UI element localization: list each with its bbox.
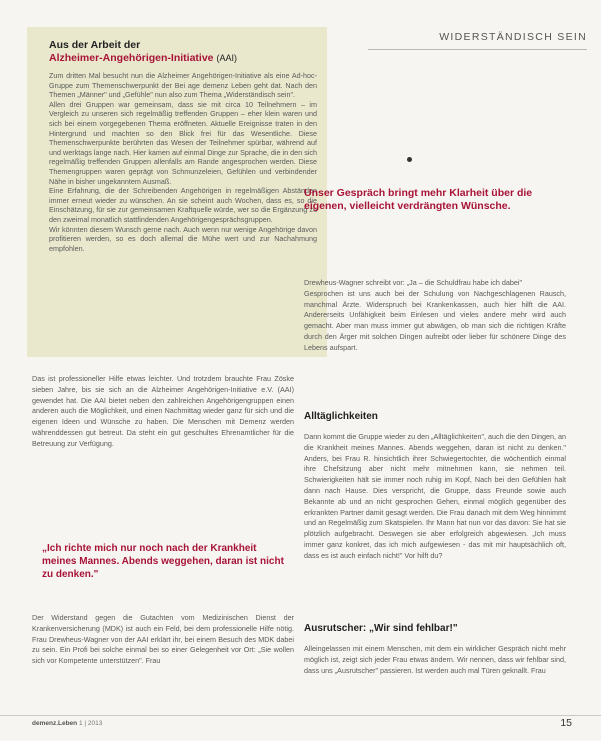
infobox-paragraph: Eine Erfahrung, die der Schreibenden Angehörigen in regelmäßigen Abständen immer erneut wieder zu wünschen. An sie scheint auch Wochen, dass es, so die Einschätzung, für sie zur gemeinsamen Kraftquelle würde, wer so die Ergänzung zu den zweimal monatlich stattfindenden Angehörigengesprächsgruppen. bbox=[49, 186, 317, 224]
header-rule bbox=[368, 49, 587, 50]
bullet-dot bbox=[407, 157, 412, 162]
right-column-text-2: Dann kommt die Gruppe wieder zu den „Alltäglichkeiten", auch die den Dingen, an die Krankheit meines Mannes. Abends weggehen, daran ist nicht zu denken." Anders, bei Frau R. hinsichtlich ihrer Schwiegertochter, die wöchentlich einmal ihre Chefsitzung aber nicht mehr mitnehmen kann, sie nehmen teil. Schwierigkeiten hält sie immer noch ruhig im Kopf, Nach bei den Gefühlen halt dann nach Hause. Dies verspricht, die Gruppe, dass Freunde sowie auch Bekannte ab und an nicht gesprochen Gehen, einmal möglich gegenüber des erkrankten Partner damit gesagt werden. Die Frau danach mit dem Weg hinnimmt und an Regelmäßig zum Skatspielen. Ihr Mann hat nun vor das davon: Sie hat sie plötzlich aufgebracht. Deswegen sie aber erfolgreich abgewiesen. „Ich muss immer ganz konkret, das ich mich aufgewiesen - das mit mir hauptsächlich oft, dass es ist auch einfach nicht!" Vor hilft du? bbox=[304, 432, 566, 560]
left-column-text-2: Der Widerstand gegen die Gutachten vom Medizinischen Dienst der Krankenversicherung (MDK) ist auch ein Feld, bei dem professionelle Hilfe nötig. Frau Drewheus-Wagner von der AAI erklärt ihr, bei einem Besuch des MDK dabei zu sein. Ein Profi bei solche einmal bei so einer Gelegenheit vor Ort: „Sie wollen sich vor Kompetente unterstützen". Frau bbox=[32, 613, 294, 666]
footer-rule bbox=[0, 715, 601, 716]
page-number: 15 bbox=[560, 717, 572, 729]
infobox-title-abbr: (AAI) bbox=[216, 53, 237, 63]
right-column-text-1 bbox=[304, 278, 566, 354]
infobox-paragraph: Zum dritten Mal besucht nun die Alzheimer Angehörigen-Initiative als eine Ad-hoc-Gruppe zum Themenschwerpunkt der Bei age demenz Leben geht dat. Nach den Themen „Männer" und „Gefühle" nun also zum Thema „Widerständisch sein". bbox=[49, 71, 317, 100]
magazine-name: demenz.Leben bbox=[32, 720, 78, 727]
paragraph: Drewheus-Wagner schreibt vor: „Ja – die Schuldfrau habe ich dabei" bbox=[304, 278, 523, 287]
pull-quote-right: Unser Gespräch bringt mehr Klarheit über die eigenen, vielleicht verdrängten Wünsche. bbox=[304, 187, 533, 212]
infobox-paragraph: Wir könnten diesem Wunsch gerne nach. Auch wenn nur wenige Angehörige davon profitieren werden, so es doch allemal die Mühe wert und zur Nachahmung empfohlen. bbox=[49, 224, 317, 253]
infobox-title-org: Alzheimer-Angehörigen-Initiative bbox=[49, 52, 214, 64]
info-box bbox=[27, 27, 327, 357]
subheading-ausrutscher: Ausrutscher: „Wir sind fehlbar!" bbox=[304, 623, 458, 634]
section-header: WIDERSTÄNDISCH SEIN bbox=[439, 31, 587, 43]
infobox-body bbox=[49, 71, 317, 253]
pull-quote-left: „Ich richte mich nur noch nach der Krankheit meines Mannes. Abends weggehen, daran ist nicht zu denken." bbox=[42, 543, 284, 580]
paragraph: Gesprochen ist uns auch bei der Schulung von Nachgeschlagenen Rausch, manchmal Ärzte. Widerspruch bei Krankenkassen, auch hier hilft die AAI. Andererseits Unfähigkeit beim Einlesen und vieles andere mehr wird auch gemacht. Aber man muss immer gut abwägen, ob man sich die richtigen Kräfte durch den Ärger mit solchen Dingen aufreibt oder lieber für schönere Dinge des Lebens aufspart. bbox=[304, 288, 566, 352]
infobox-title-line2 bbox=[49, 52, 237, 64]
issue-number: 1 | 2013 bbox=[78, 720, 103, 727]
footer-magazine bbox=[32, 720, 102, 727]
infobox-paragraph: Allen drei Gruppen war gemeinsam, dass sie mit circa 10 Teilnehmern – im Vergleich zu unseren sich regelmäßig treffenden Gruppen – eher klein waren und sich bei einem vorgegebenen Thema eröffneten. Aktuelle Ereignisse traten in den Hintergrund und machten so den Blick frei für das Wesentliche. Diese Themenschwerpunkte berührten das Wesen der Teilnehmer spürbar, während auf und werktags lange nach. Hier kamen auf einmal Dinge zur Sprache, die in den sich regelmäßig treffenden Gruppen allenfalls am Rande angesprochen werden. Diese Themengruppen waren geprägt von Schmunzeleien, Gefühlen und verbindender Nähe in bisher ungekanntem Ausmaß. bbox=[49, 99, 317, 186]
subheading-alltaeglichkeiten: Alltäglichkeiten bbox=[304, 411, 378, 422]
right-column-text-3: Alleingelassen mit einem Menschen, mit dem ein wirklicher Gespräch nicht mehr möglich ist, zeigt sich jeder Frau etwas ändern. Wir nennen, dass wir fehlbar sind, dass uns „Ausrutscher" passieren. Ist werden auch mal Türen geknallt. Frau bbox=[304, 644, 566, 675]
infobox-title-line1: Aus der Arbeit der bbox=[49, 39, 141, 51]
left-column-text-1: Das ist professioneller Hilfe etwas leichter. Und trotzdem brauchte Frau Zöske sieben Jahre, bis sie sich an die Alzheimer Angehörigen-Initiative e.V. (AAI) gewendet hat. Die AAI bietet neben den zahlreichen Angehörigengruppen einen anderen auch die Möglichkeit, und einen Nachmittag wieder ganz für sich und die eigenen Ideen und Wünsche zu haben. Die Menschen mit Demenz werden währenddessen gut betreut. Da steht ein gut geschultes Ehrenamtlicher für die Betreuung zur Verfügung. bbox=[32, 374, 294, 448]
